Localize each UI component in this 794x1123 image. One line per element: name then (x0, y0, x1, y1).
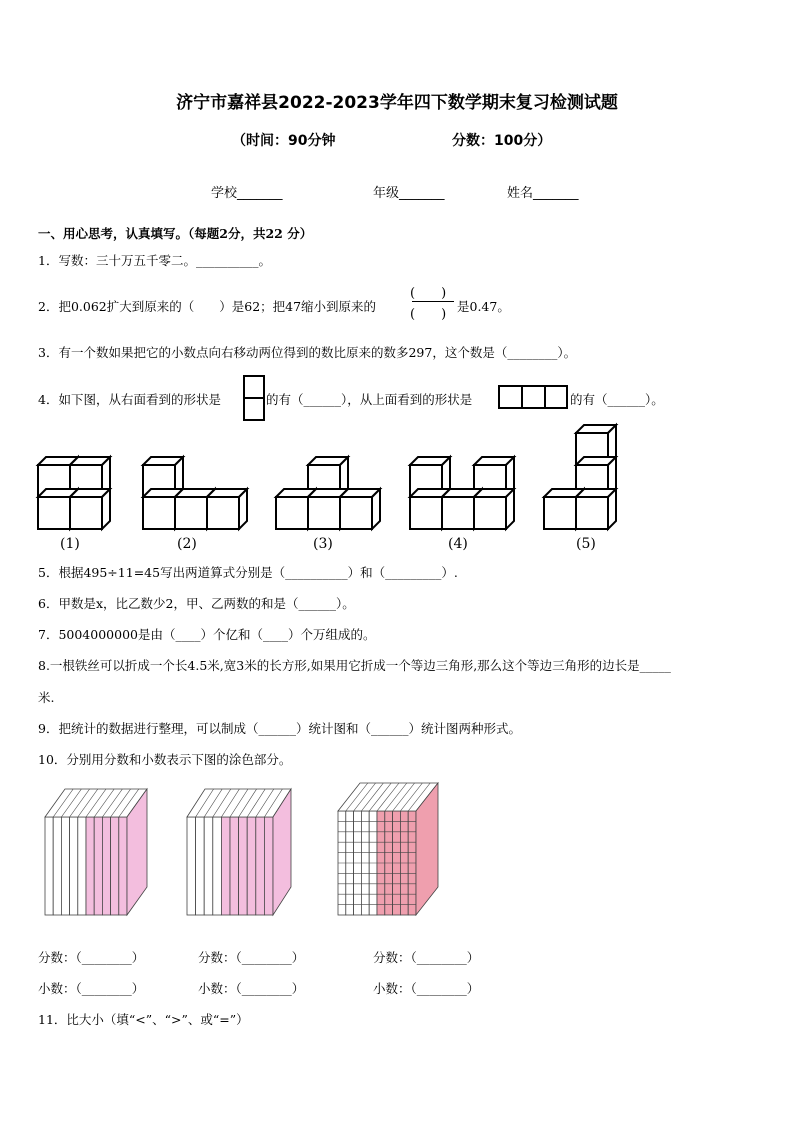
grid-column (256, 817, 265, 915)
fraction-answer-1[interactable]: 分数：（________） (38, 950, 145, 965)
question-2-tail: 是0.47。 (457, 299, 510, 314)
figure-label-3: (3) (313, 536, 333, 552)
fraction-answer-2[interactable]: 分数：（________） (198, 950, 305, 965)
question-3: 3．有一个数如果把它的小数点向右移动两位得到的数比原来的数多297，这个数是（________）。 (38, 345, 577, 360)
grid-column (94, 817, 102, 915)
grid-column (187, 817, 196, 915)
grid-column (221, 817, 230, 915)
grid-column (204, 817, 213, 915)
decimal-answer-1[interactable]: 小数：（________） (38, 981, 145, 996)
question-10: 10．分别用分数和小数表示下图的涂色部分。 (38, 752, 292, 767)
question-8-tail: 米. (38, 690, 55, 705)
decimal-answer-3[interactable]: 小数：（________） (373, 981, 480, 996)
fraction-answer-3[interactable]: 分数：（________） (373, 950, 480, 965)
question-2: 2．把0.062扩大到原来的（ ）是62；把47缩小到原来的 (38, 299, 377, 314)
decimal-answer-2[interactable]: 小数：（________） (198, 981, 305, 996)
question-4: 4．如下图，从右面看到的形状是 (38, 392, 221, 407)
grid-column (86, 817, 94, 915)
grid-column (213, 817, 222, 915)
question-8: 8.一根铁丝可以折成一个长4.5米,宽3米的长方形,如果用它折成一个等边三角形,那么这个等边三角形的边长是_____ (38, 658, 671, 673)
figure-label-5: (5) (576, 536, 596, 552)
question-6: 6．甲数是x，比乙数少2，甲、乙两数的和是（______）。 (38, 596, 355, 611)
question-11: 11．比大小（填“<”、“>”、或“=”） (38, 1012, 249, 1027)
exam-time: （时间：90分钟 (232, 133, 336, 149)
question-4-tail: 的有（______）。 (570, 392, 664, 407)
name-field[interactable]: 姓名_______ (507, 186, 579, 201)
grid-column (230, 817, 239, 915)
school-field[interactable]: 学校_______ (211, 186, 283, 201)
grid-column (239, 817, 248, 915)
question-1: 1．写数：三十万五千零二。__________。 (38, 253, 271, 268)
fraction-blank[interactable]: ( ) ( ) (410, 282, 456, 322)
exam-score: 分数：100分） (452, 133, 552, 149)
grade-field[interactable]: 年级_______ (373, 186, 445, 201)
page-title: 济宁市嘉祥县2022-2023学年四下数学期末复习检测试题 (176, 93, 618, 113)
grid-column (119, 817, 127, 915)
grid-column (70, 817, 78, 915)
section-title: 一、用心思考，认真填写。（每题2分，共22 分） (38, 226, 313, 241)
grid-column (61, 817, 69, 915)
question-9: 9．把统计的数据进行整理，可以制成（______）统计图和（______）统计图两种形式。 (38, 721, 521, 736)
question-5: 5．根据495÷11=45写出两道算式分别是（__________）和（_________）. (38, 565, 458, 580)
grid-column (102, 817, 110, 915)
grid-column (78, 817, 86, 915)
grid-column (247, 817, 256, 915)
grid-column (196, 817, 205, 915)
question-7: 7．5004000000是由（____）个亿和（____）个万组成的。 (38, 627, 376, 642)
question-4-mid: 的有（______），从上面看到的形状是 (266, 392, 473, 407)
grid-column (111, 817, 119, 915)
grid-column (53, 817, 61, 915)
grid-column (45, 817, 53, 915)
figure-label-4: (4) (448, 536, 468, 552)
grid-column (264, 817, 273, 915)
figure-label-2: (2) (177, 536, 197, 552)
figure-label-1: (1) (60, 536, 80, 552)
